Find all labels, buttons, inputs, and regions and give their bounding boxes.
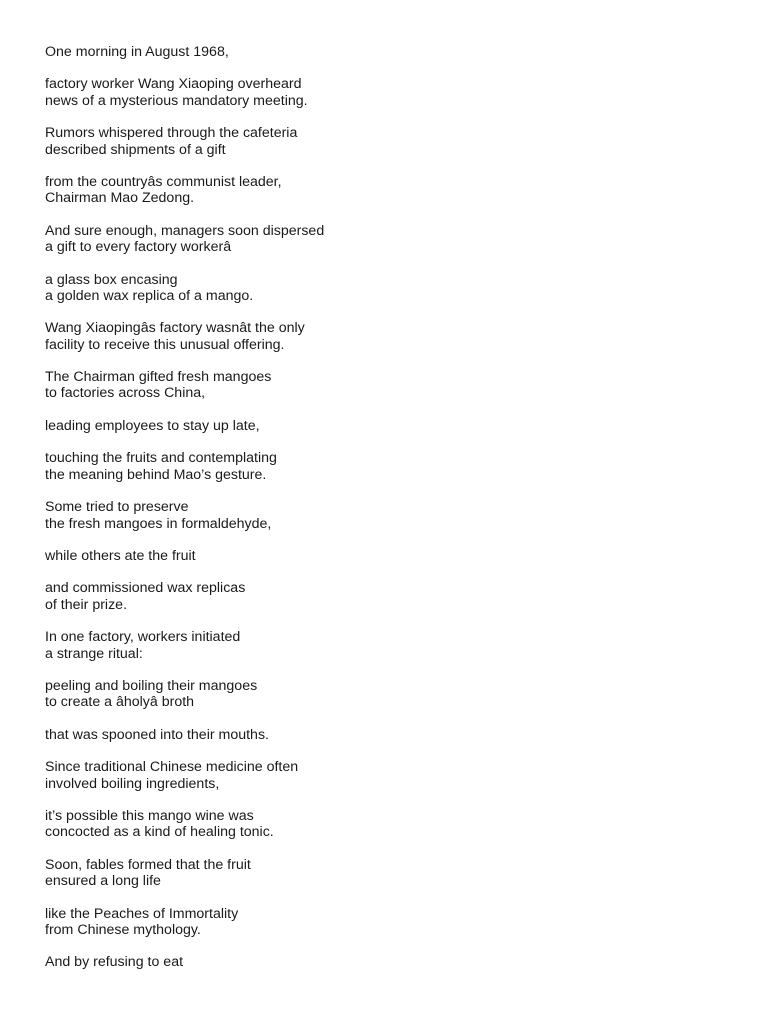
text-line: a strange ritual: [45, 645, 143, 662]
text-line: The Chairman gifted fresh mangoes [45, 369, 272, 386]
text-line: ensured a long life [45, 873, 161, 890]
stanza [45, 857, 725, 890]
text-line: peeling and boiling their mangoes [45, 678, 258, 695]
stanza [45, 678, 725, 711]
text-line: it’s possible this mango wine was [45, 808, 254, 825]
stanza [45, 76, 725, 109]
text-line: to factories across China, [45, 385, 206, 402]
text-line: Since traditional Chinese medicine often [45, 759, 299, 776]
text-line: a golden wax replica of a mango. [45, 287, 254, 304]
text-line: a glass box encasing [45, 271, 178, 288]
text-line: And by refusing to eat [45, 954, 184, 971]
stanza [45, 727, 725, 743]
text-line: like the Peaches of Immortality [45, 905, 239, 922]
document-page [45, 44, 725, 987]
stanza [45, 629, 725, 662]
text-line: Soon, fables formed that the fruit [45, 856, 251, 873]
text-line: the meaning behind Mao’s gesture. [45, 466, 267, 483]
stanza [45, 548, 725, 564]
text-line: One morning in August 1968, [45, 44, 229, 60]
text-line: described shipments of a gift [45, 141, 226, 158]
text-line: Chairman Mao Zedong. [45, 190, 195, 207]
stanza [45, 44, 725, 60]
stanza [45, 320, 725, 353]
stanza [45, 369, 725, 402]
text-line: Rumors whispered through the cafeteria [45, 125, 298, 142]
text-line: from the countryâs communist leader, [45, 174, 282, 191]
text-line: touching the fruits and contemplating [45, 450, 277, 467]
stanza [45, 125, 725, 158]
text-line: that was spooned into their mouths. [45, 726, 269, 743]
text-line: facility to receive this unusual offering. [45, 336, 285, 353]
text-line: a gift to every factory workerâ [45, 239, 232, 256]
stanza [45, 223, 725, 256]
stanza [45, 580, 725, 613]
text-line: concocted as a kind of healing tonic. [45, 824, 274, 841]
stanza [45, 450, 725, 483]
stanza [45, 499, 725, 532]
text-line: while others ate the fruit [45, 548, 196, 564]
text-line: from Chinese mythology. [45, 921, 201, 938]
stanza [45, 759, 725, 792]
text-line: factory worker Wang Xiaoping overheard [45, 76, 302, 93]
text-line: Wang Xiaopingâs factory wasnât the only [45, 320, 305, 337]
text-line: Some tried to preserve [45, 499, 189, 516]
text-line: to create a âholyâ broth [45, 694, 195, 711]
text-line: news of a mysterious mandatory meeting. [45, 92, 308, 109]
text-line: involved boiling ingredients, [45, 775, 220, 792]
stanza [45, 272, 725, 305]
text-line: and commissioned wax replicas [45, 580, 246, 597]
text-line: leading employees to stay up late, [45, 417, 260, 434]
text-line: the fresh mangoes in formaldehyde, [45, 515, 272, 532]
text-line: And sure enough, managers soon dispersed [45, 222, 325, 239]
stanza [45, 174, 725, 207]
stanza [45, 808, 725, 841]
stanza [45, 418, 725, 434]
text-line: In one factory, workers initiated [45, 629, 241, 646]
stanza [45, 906, 725, 939]
text-line: of their prize. [45, 596, 128, 613]
stanza [45, 954, 725, 970]
